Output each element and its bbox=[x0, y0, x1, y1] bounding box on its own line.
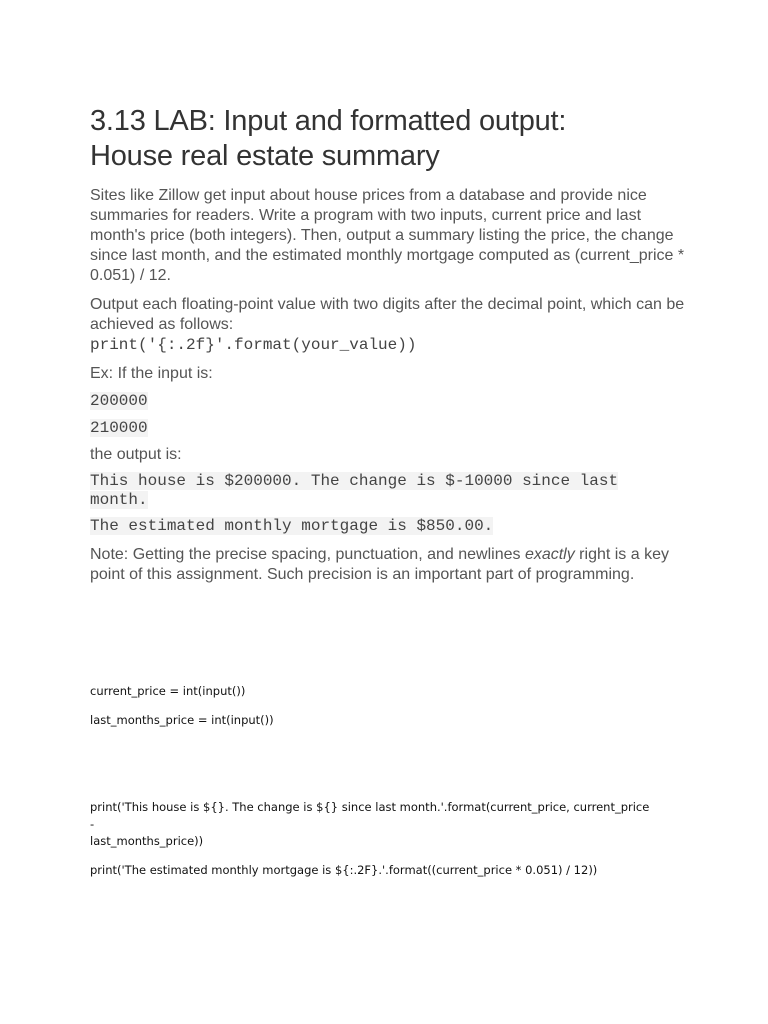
precision-note bbox=[90, 545, 690, 585]
code-line-last-months-price: last_months_price = int(input()) bbox=[90, 713, 274, 727]
format-code-example: print('{:.2f}'.format(your_value)) bbox=[90, 336, 417, 354]
code-line-print-summary-b: last_months_price)) bbox=[90, 834, 204, 848]
title-line-1: 3.13 LAB: Input and formatted output: bbox=[90, 105, 567, 137]
intro-paragraph: Sites like Zillow get input about house prices from a database and provide nice summaries for readers. Write a program with two inputs, current price and last month's price (both integers). Then, output a summary listing the price, the change since last month, and the estimated monthly mortgage computed as (current_price * 0.051) / 12. bbox=[90, 187, 685, 284]
sample-input-2-text: 210000 bbox=[90, 419, 148, 437]
note-after: right is a key point of this assignment. Such precision is an important part of programming. bbox=[90, 546, 669, 583]
format-note-paragraph bbox=[90, 295, 690, 355]
lab-content bbox=[90, 104, 690, 594]
solution-code-block-2 bbox=[90, 799, 650, 879]
code-line-current-price: current_price = int(input()) bbox=[90, 684, 246, 698]
sample-output-line-1b: month. bbox=[90, 491, 148, 509]
output-intro: the output is: bbox=[90, 446, 182, 463]
sample-output-line-2-text: The estimated monthly mortgage is $850.00. bbox=[90, 517, 494, 535]
sample-output-line-2 bbox=[90, 517, 690, 536]
sample-input-2 bbox=[90, 418, 690, 438]
page-title bbox=[90, 104, 690, 174]
example-intro: Ex: If the input is: bbox=[90, 365, 213, 382]
sample-input-1 bbox=[90, 391, 690, 411]
sample-output-line-1a: This house is $200000. The change is $-10000 since last bbox=[90, 472, 619, 490]
sample-input-1-text: 200000 bbox=[90, 392, 148, 410]
format-note-text: Output each floating-point value with two digits after the decimal point, which can be achieved as follows: bbox=[90, 296, 685, 333]
solution-code-block-1 bbox=[90, 683, 650, 729]
code-line-print-summary-a: print('This house is ${}. The change is ${} since last month.'.format(current_price, current_price - bbox=[90, 800, 650, 831]
note-emphasis: exactly bbox=[524, 546, 575, 563]
title-line-2: House real estate summary bbox=[90, 140, 440, 172]
note-before: Note: Getting the precise spacing, punctuation, and newlines bbox=[90, 546, 525, 563]
sample-output-line-1 bbox=[90, 472, 690, 510]
code-line-print-mortgage: print('The estimated monthly mortgage is ${:.2F}.'.format((current_price * 0.051) / 12)) bbox=[90, 863, 598, 877]
